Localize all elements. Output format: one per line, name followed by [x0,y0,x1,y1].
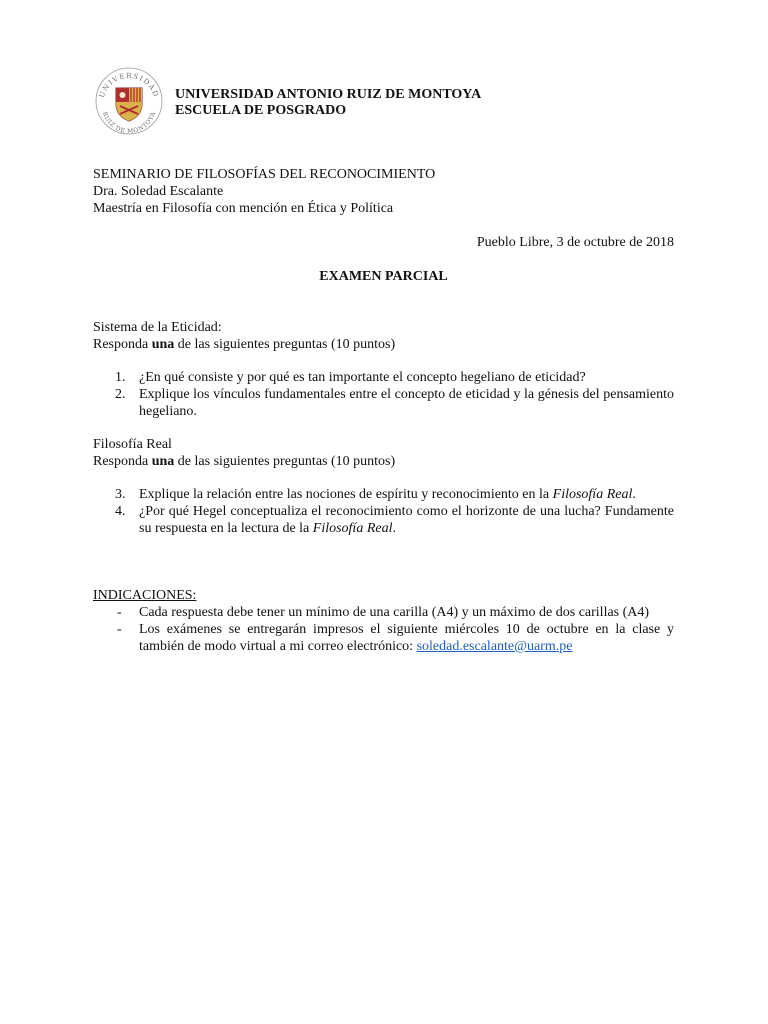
university-seal-logo [94,66,164,136]
question-1: 1. ¿En qué consiste y por qué es tan importante el concepto hegeliano de eticidad? [115,370,586,385]
question-3: 3. Explique la relación entre las nociones de espíritu y reconocimiento en la Filosofía Real. [115,487,636,502]
question-2: 2. Explique los vínculos fundamentales entre el concepto de eticidad y la génesis del pensamiento hegeliano. [115,387,674,419]
course-title: SEMINARIO DE FILOSOFÍAS DEL RECONOCIMIENTO [93,167,436,182]
section1-instructions: Responda una de las siguientes preguntas (10 puntos) [93,337,396,352]
instruction-emphasis: una [151,337,175,352]
logo-text-top: UNIVERSIDAD [97,71,161,99]
instruction-emphasis: una [151,454,175,469]
logo-text-bottom: RUIZ DE MONTOYA [100,110,158,136]
institution-header [175,87,481,119]
professor-name: Dra. Soledad Escalante [93,184,224,199]
indication-item-2: - Los exámenes se entregarán impresos el siguiente miércoles 10 de octubre en la clase y también de modo virtual a mi correo electrónico: soledad.escalante@uarm.pe [117,622,674,654]
school-name: ESCUELA DE POSGRADO [175,103,347,118]
indication-item-1: - Cada respuesta debe tener un mínimo de una carilla (A4) y un máximo de dos carillas (A4) [117,605,650,620]
date-line: Pueblo Libre, 3 de octubre de 2018 [476,235,674,250]
section2-instructions: Responda una de las siguientes preguntas (10 puntos) [93,454,396,469]
indications-heading: INDICACIONES: [93,588,197,603]
indications-list [93,604,674,655]
email-link[interactable]: soledad.escalante@uarm.pe [416,639,573,654]
program-name: Maestría en Filosofía con mención en Ética y Política [93,201,394,216]
exam-title: EXAMEN PARCIAL [319,269,448,284]
section1-question-list [93,369,674,420]
institution-name: UNIVERSIDAD ANTONIO RUIZ DE MONTOYA [175,87,482,102]
section2-heading: Filosofía Real [93,437,172,452]
section1-heading: Sistema de la Eticidad: [93,320,222,335]
question-4: 4. ¿Por qué Hegel conceptualiza el reconocimiento como el horizonte de una lucha? Fundamente su respuesta en la lectura de la Filosofía Real. [115,504,674,536]
section2-question-list [93,486,674,537]
